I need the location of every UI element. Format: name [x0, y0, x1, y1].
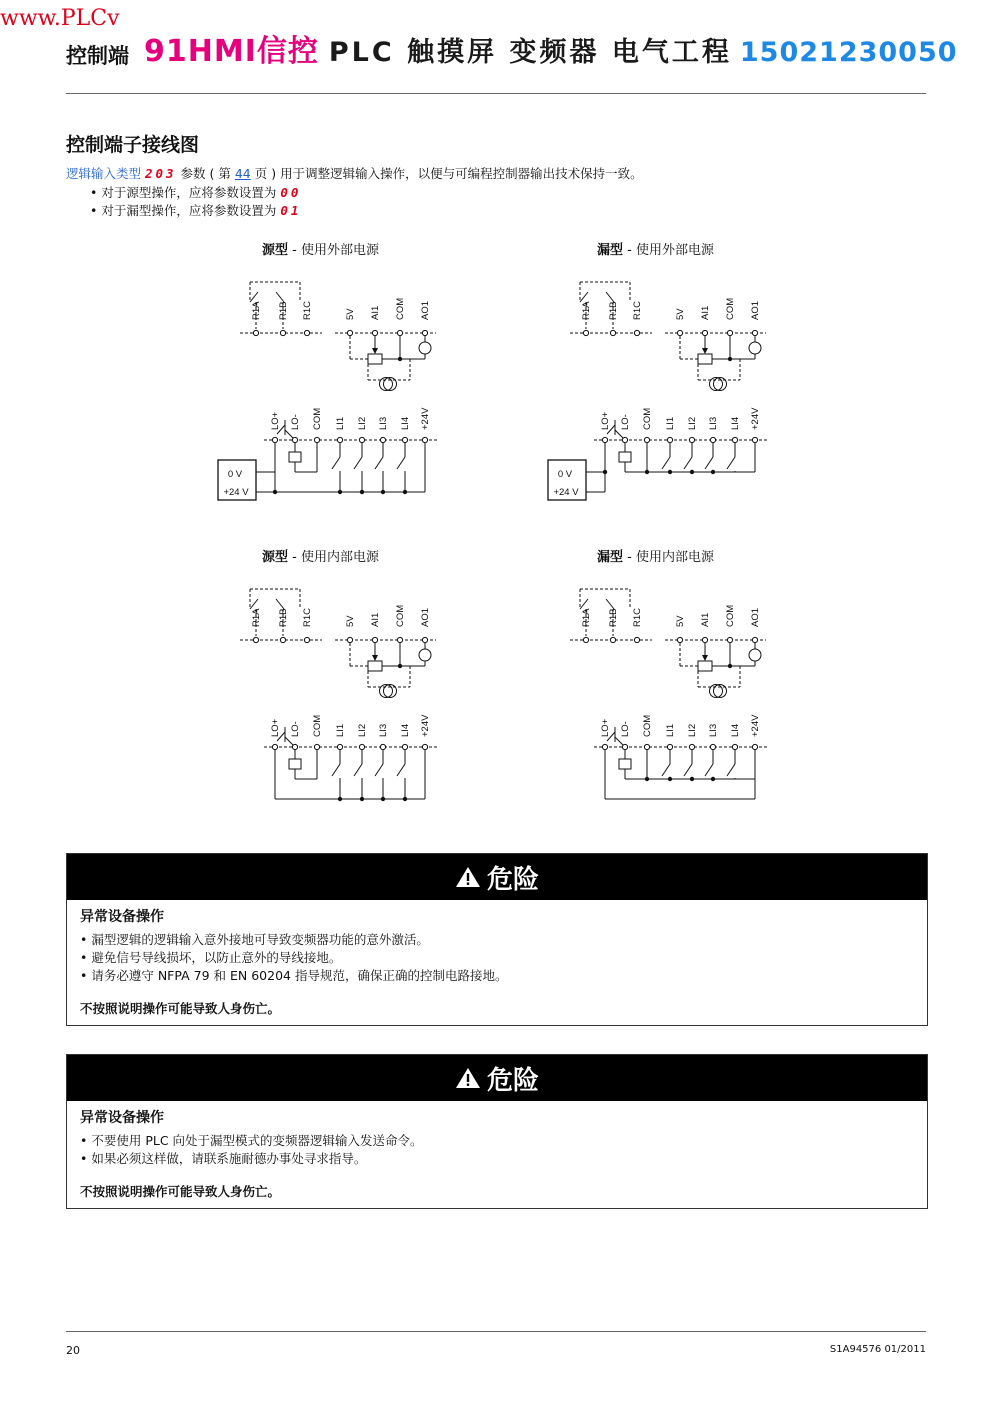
potentiometer — [368, 661, 382, 671]
terminal-point — [689, 437, 694, 442]
terminal-label: R1B — [608, 608, 619, 627]
junction-dot — [645, 470, 649, 474]
danger-title: 危险 — [486, 864, 539, 895]
intro-rest: 页 ) 用于调整逻辑输入操作，以便与可编程控制器输出技术保持一致。 — [250, 166, 643, 181]
terminal-point — [644, 437, 649, 442]
terminal-label: AO1 — [420, 300, 431, 320]
terminal-label: LI3 — [708, 723, 719, 737]
terminal-point — [314, 437, 319, 442]
danger-box — [66, 1054, 928, 1209]
wiper-arrow — [372, 348, 378, 354]
terminal-point — [634, 330, 639, 335]
terminal-point — [422, 637, 427, 642]
terminal-point — [397, 330, 402, 335]
terminal-label: 5V — [345, 615, 356, 627]
terminal-label: LI1 — [335, 723, 346, 737]
header-banner — [144, 26, 958, 70]
junction-dot — [690, 777, 694, 781]
danger-footer: 不按照说明操作可能导致人身伤亡。 — [80, 1001, 281, 1016]
terminal-label: +24V — [750, 407, 761, 430]
document-reference: S1A94576 01/2011 — [829, 1344, 926, 1355]
terminal-label: LO+ — [600, 411, 611, 430]
wire — [250, 599, 258, 609]
header-divider — [66, 93, 926, 94]
footer-divider — [66, 1331, 926, 1332]
wiper-arrow — [372, 655, 378, 661]
wire — [684, 764, 692, 776]
page-number: 20 — [66, 1344, 80, 1357]
bullet-code: 01 — [280, 203, 302, 218]
terminal-point — [752, 437, 757, 442]
terminal-label: LO- — [290, 414, 301, 430]
terminal-point — [622, 437, 627, 442]
terminal-label: LI4 — [730, 416, 741, 430]
terminal-point — [337, 437, 342, 442]
terminal-label: LO- — [290, 721, 301, 737]
junction-dot — [273, 490, 277, 494]
terminal-point — [732, 437, 737, 442]
junction-dot — [338, 797, 342, 801]
terminal-point — [347, 637, 352, 642]
wire — [727, 764, 735, 776]
junction-dot — [711, 777, 715, 781]
terminal-point — [397, 637, 402, 642]
wire — [580, 599, 588, 609]
meter-icon — [749, 342, 761, 354]
terminal-point — [752, 744, 757, 749]
wire — [285, 430, 293, 438]
terminal-label: LO+ — [270, 411, 281, 430]
wire — [354, 457, 362, 469]
meter-icon — [419, 342, 431, 354]
wiring-diagram-source-external — [210, 262, 450, 512]
terminal-point — [359, 744, 364, 749]
terminal-point — [634, 637, 639, 642]
danger-item: • 避免信号导线损坏，以防止意外的导线接地。 — [80, 950, 342, 965]
terminal-point — [253, 637, 258, 642]
wire — [375, 764, 383, 776]
terminal-point — [380, 744, 385, 749]
diagram-caption: 漏型 - 使用外部电源 — [597, 243, 714, 258]
terminal-label: COM — [395, 297, 406, 320]
terminal-label: R1A — [251, 608, 262, 627]
danger-subtitle: 异常设备操作 — [80, 909, 164, 925]
terminal-label: +24V — [750, 714, 761, 737]
terminal-point — [602, 437, 607, 442]
intro-page-link[interactable]: 44 — [234, 166, 251, 181]
terminal-point — [727, 637, 732, 642]
supply-label-0v: 0 V — [227, 469, 243, 480]
terminal-point — [677, 637, 682, 642]
wire — [606, 292, 614, 302]
bullet-source: • 对于源型操作，应将参数设置为 00 — [90, 185, 302, 200]
terminal-label: 5V — [345, 308, 356, 320]
wiring-diagram-sink-internal — [540, 569, 780, 819]
wire — [354, 764, 362, 776]
terminal-label: AI1 — [370, 612, 381, 627]
terminal-point — [292, 437, 297, 442]
terminal-point — [667, 437, 672, 442]
terminal-label: LO+ — [270, 718, 281, 737]
junction-dot — [381, 797, 385, 801]
diagram-caption: 漏型 - 使用内部电源 — [597, 550, 714, 565]
terminal-label: LI3 — [378, 416, 389, 430]
junction-dot — [668, 777, 672, 781]
wiper-arrow — [702, 348, 708, 354]
wire — [580, 292, 588, 302]
supply-label-0v: 0 V — [557, 469, 573, 480]
watermark-url: www.PLCv — [0, 6, 120, 31]
terminal-point — [314, 744, 319, 749]
wire — [276, 599, 284, 609]
wiring-diagram-sink-external — [540, 262, 780, 512]
terminal-point — [677, 330, 682, 335]
junction-dot — [381, 490, 385, 494]
terminal-point — [710, 437, 715, 442]
terminal-label: +24V — [420, 407, 431, 430]
terminal-label: LI4 — [730, 723, 741, 737]
wire — [684, 457, 692, 469]
banner-brand: 91HMI信控 — [144, 34, 319, 69]
wire — [615, 430, 623, 438]
danger-title: 危险 — [486, 1065, 539, 1096]
terminal-label: COM — [725, 604, 736, 627]
terminal-label: LI3 — [708, 416, 719, 430]
wire — [705, 764, 713, 776]
terminal-point — [732, 744, 737, 749]
terminal-label: LI2 — [687, 723, 698, 737]
terminal-point — [727, 330, 732, 335]
terminal-point — [253, 330, 258, 335]
danger-item: • 不要使用 PLC 向处于漏型模式的变频器逻辑输入发送命令。 — [80, 1133, 423, 1148]
potentiometer — [698, 661, 712, 671]
header-left-title: 控制端 — [66, 44, 129, 68]
terminal-point — [372, 637, 377, 642]
terminal-point — [422, 437, 427, 442]
banner-phone: 15021230050 — [739, 37, 958, 68]
terminal-point — [644, 744, 649, 749]
wire — [332, 457, 340, 469]
terminal-point — [272, 744, 277, 749]
wire — [285, 737, 293, 745]
intro-paragraph — [66, 164, 643, 182]
terminal-point — [752, 330, 757, 335]
junction-dot — [338, 490, 342, 494]
terminal-label: LI1 — [665, 416, 676, 430]
junction-dot — [668, 470, 672, 474]
terminal-label: AO1 — [750, 300, 761, 320]
terminal-label: LI4 — [400, 416, 411, 430]
supply-label-24v: +24 V — [223, 487, 249, 498]
wire — [606, 599, 614, 609]
wire — [662, 457, 670, 469]
relay-coil — [619, 759, 631, 769]
terminal-label: AI1 — [700, 612, 711, 627]
terminal-point — [583, 637, 588, 642]
terminal-label: COM — [642, 407, 653, 430]
terminal-label: COM — [312, 714, 323, 737]
warning-triangle-icon — [455, 866, 481, 888]
terminal-point — [292, 744, 297, 749]
bullet-code: 00 — [280, 185, 302, 200]
junction-dot — [603, 470, 607, 474]
terminal-point — [602, 744, 607, 749]
wiring-diagram-source-internal — [210, 569, 450, 819]
terminal-label: 5V — [675, 308, 686, 320]
junction-dot — [690, 470, 694, 474]
terminal-point — [422, 744, 427, 749]
bullet-text: 对于漏型操作，应将参数设置为 — [101, 203, 277, 218]
wire — [615, 737, 623, 745]
terminal-point — [380, 437, 385, 442]
terminal-point — [337, 744, 342, 749]
intro-code: 203 — [145, 166, 177, 181]
terminal-point — [702, 637, 707, 642]
terminal-label: AI1 — [370, 305, 381, 320]
terminal-label: COM — [395, 604, 406, 627]
potentiometer — [698, 354, 712, 364]
terminal-point — [667, 744, 672, 749]
terminal-label: LI1 — [665, 723, 676, 737]
relay-coil — [289, 452, 301, 462]
terminal-label: R1B — [278, 608, 289, 627]
meter-icon — [749, 649, 761, 661]
terminal-label: LO- — [620, 414, 631, 430]
intro-mid: 参数 ( 第 — [176, 166, 235, 181]
terminal-point — [702, 330, 707, 335]
section-title: 控制端子接线图 — [66, 134, 200, 156]
wire — [727, 457, 735, 469]
bullet-text: 对于源型操作，应将参数设置为 — [101, 185, 277, 200]
terminal-label: +24V — [420, 714, 431, 737]
terminal-point — [422, 330, 427, 335]
meter-icon — [419, 649, 431, 661]
potentiometer — [368, 354, 382, 364]
terminal-point — [304, 330, 309, 335]
danger-item: • 如果必须这样做，请联系施耐德办事处寻求指导。 — [80, 1151, 367, 1166]
junction-dot — [360, 797, 364, 801]
terminal-point — [610, 637, 615, 642]
danger-subtitle: 异常设备操作 — [80, 1110, 164, 1126]
terminal-label: AI1 — [700, 305, 711, 320]
terminal-point — [280, 637, 285, 642]
terminal-label: R1A — [251, 301, 262, 320]
terminal-label: LI2 — [687, 416, 698, 430]
terminal-label: LI3 — [378, 723, 389, 737]
terminal-label: LI4 — [400, 723, 411, 737]
junction-dot — [403, 797, 407, 801]
terminal-point — [689, 744, 694, 749]
terminal-label: R1C — [632, 607, 643, 627]
terminal-label: LI1 — [335, 416, 346, 430]
diagram-caption: 源型 - 使用外部电源 — [262, 243, 379, 258]
terminal-point — [402, 437, 407, 442]
wiper-arrow — [702, 655, 708, 661]
terminal-point — [372, 330, 377, 335]
junction-dot — [711, 470, 715, 474]
terminal-point — [752, 637, 757, 642]
terminal-label: R1B — [278, 301, 289, 320]
terminal-label: AO1 — [750, 607, 761, 627]
danger-header — [67, 854, 927, 900]
terminal-point — [402, 744, 407, 749]
terminal-point — [272, 437, 277, 442]
junction-dot — [403, 490, 407, 494]
terminal-point — [610, 330, 615, 335]
terminal-point — [710, 744, 715, 749]
terminal-label: R1C — [302, 607, 313, 627]
bullet-sink: • 对于漏型操作，应将参数设置为 01 — [90, 203, 302, 218]
supply-label-24v: +24 V — [553, 487, 579, 498]
terminal-label: R1C — [302, 300, 313, 320]
banner-text: PLC 触摸屏 变频器 电气工程 — [328, 37, 732, 68]
wire — [397, 764, 405, 776]
terminal-label: R1B — [608, 301, 619, 320]
terminal-point — [304, 637, 309, 642]
terminal-label: LI2 — [357, 416, 368, 430]
wire — [662, 764, 670, 776]
danger-header — [67, 1055, 927, 1101]
danger-item: • 请务必遵守 NFPA 79 和 EN 60204 指导规范，确保正确的控制电路接地。 — [80, 968, 508, 983]
intro-link[interactable]: 逻辑输入类型 — [66, 166, 142, 181]
junction-dot — [645, 777, 649, 781]
danger-box — [66, 853, 928, 1026]
terminal-point — [622, 744, 627, 749]
terminal-label: 5V — [675, 615, 686, 627]
terminal-label: LO+ — [600, 718, 611, 737]
danger-item: • 漏型逻辑的逻辑输入意外接地可导致变频器功能的意外激活。 — [80, 932, 429, 947]
wire — [276, 292, 284, 302]
diagram-caption: 源型 - 使用内部电源 — [262, 550, 379, 565]
terminal-label: LO- — [620, 721, 631, 737]
relay-coil — [619, 452, 631, 462]
relay-coil — [289, 759, 301, 769]
danger-footer: 不按照说明操作可能导致人身伤亡。 — [80, 1184, 281, 1199]
terminal-point — [583, 330, 588, 335]
terminal-label: COM — [312, 407, 323, 430]
wire — [332, 764, 340, 776]
terminal-label: R1A — [581, 608, 592, 627]
terminal-point — [280, 330, 285, 335]
wire — [397, 457, 405, 469]
terminal-label: R1A — [581, 301, 592, 320]
terminal-label: LI2 — [357, 723, 368, 737]
junction-dot — [360, 490, 364, 494]
terminal-label: COM — [642, 714, 653, 737]
terminal-label: COM — [725, 297, 736, 320]
terminal-point — [359, 437, 364, 442]
terminal-point — [347, 330, 352, 335]
terminal-label: R1C — [632, 300, 643, 320]
warning-triangle-icon — [455, 1067, 481, 1089]
wire — [250, 292, 258, 302]
terminal-label: AO1 — [420, 607, 431, 627]
wire — [375, 457, 383, 469]
wire — [705, 457, 713, 469]
